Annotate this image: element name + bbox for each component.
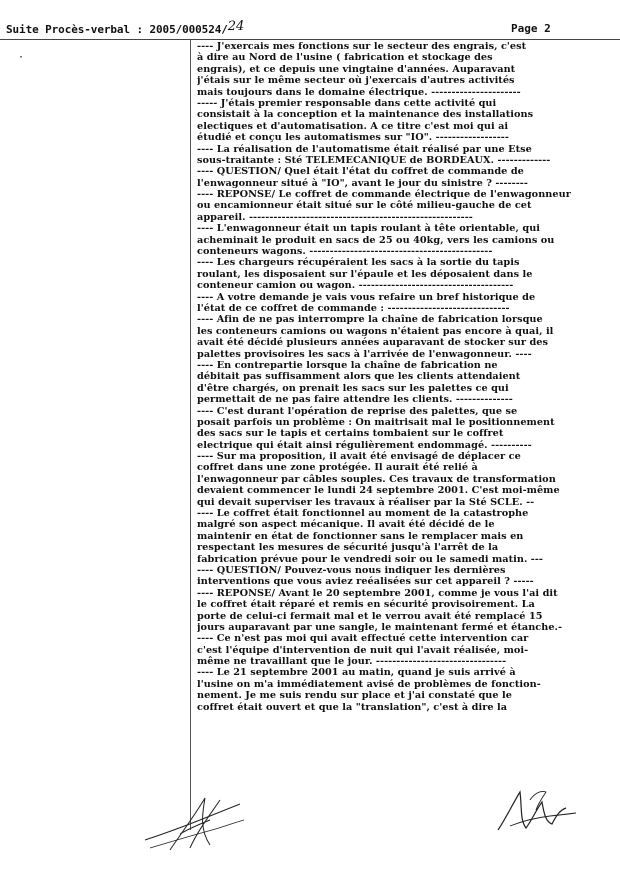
statement-line: nement. Je me suis rendu sur place et j'ai constaté que le [197, 690, 512, 702]
statement-line: respectant les mesures de sécurité jusqu'à l'arrêt de la [197, 542, 499, 554]
statement-line: jours auparavant par une sangle, le maintenant fermé et étanche.- [197, 621, 563, 633]
statement-line: étudié et conçu les automatismes sur "IO". ------------------ [197, 132, 509, 144]
statement-line: d'être chargés, on prenait les sacs sur les palettes ce qui [197, 382, 509, 394]
statement-line: ---- QUESTION/ Quel était l'état du coffret de commande de [197, 166, 524, 178]
statement-line: conteneurs wagons. --------------------------------------------- [197, 246, 493, 258]
statement-line: coffret dans une zone protégée. Il aurait été relié à [197, 462, 478, 474]
page-number-label: Page 2 [511, 22, 551, 35]
statement-line: ---- Les chargeurs récupéraient les sacs à la sortie du tapis [197, 257, 520, 269]
statement-line: ---- Le coffret était fonctionnel au moment de la catastrophe [197, 508, 529, 520]
statement-line: ---- L'enwagonneur était un tapis roulant à tête orientable, qui [197, 223, 541, 235]
statement-line: ---- REPONSE/ Le coffret de commande électrique de l'enwagonneur [197, 189, 571, 201]
header-title-text: Suite Procès-verbal : 2005/000524/ [6, 23, 228, 36]
header-title [6, 19, 245, 37]
statement-line: ---- En contrepartie lorsque la chaîne de fabrication ne [197, 359, 498, 371]
statement-line: permettait de ne pas faire attendre les clients. -------------- [197, 394, 513, 406]
statement-line: qui devait superviser les travaux à réaliser par la Sté SCLE. -- [197, 496, 535, 508]
statement-line: devaient commencer le lundi 24 septembre 2001. C'est moi-même [197, 485, 560, 497]
statement-line: coffret était ouvert et que la "translation", c'est à dire la [197, 701, 508, 713]
statement-line: palettes provisoires les sacs à l'arrivée de l'enwagonneur. ---- [197, 348, 532, 360]
statement-line: débitait pas suffisamment alors que les clients attendaient [197, 371, 521, 383]
signature-left [140, 790, 250, 855]
statement-line: interventions que vous aviez reéalisées sur cet appareil ? ----- [197, 576, 534, 588]
statement-line: c'est l'équipe d'intervention de nuit qui l'avait réalisée, moi- [197, 644, 529, 656]
statement-line: j'étais sur le même secteur où j'exercais d'autres activités [197, 75, 515, 87]
statement-line: les conteneurs camions ou wagons n'étaient pas encore à quai, il [197, 325, 554, 337]
statement-line: ---- REPONSE/ Avant le 20 septembre 2001, comme je vous l'ai dit [197, 587, 558, 599]
statement-line: appareil. ------------------------------------------------------- [197, 211, 473, 223]
statement-line: ---- QUESTION/ Pouvez-vous nous indiquer les dernières [197, 564, 506, 576]
statement-line: maintenir en état de fonctionner sans le remplacer mais en [197, 530, 524, 542]
statement-line: même ne travaillant que le jour. -------------------------------- [197, 656, 507, 668]
signature-right [490, 780, 580, 840]
statement-line: porte de celui-ci fermait mal et le verrou avait été remplacé 15 [197, 610, 543, 622]
statement-line: conteneur camion ou wagon. -------------------------------------- [197, 280, 514, 292]
statement-line: ---- Le 21 septembre 2001 au matin, quand je suis arrivé à [197, 667, 516, 679]
statement-line: sous-traitante : Sté TELEMECANIQUE de BORDEAUX. ------------- [197, 154, 551, 166]
handwritten-page-number: 24 [227, 19, 245, 34]
statement-line: fabrication prévue pour le vendredi soir ou le samedi matin. --- [197, 553, 544, 565]
statement-line: ---- Sur ma proposition, il avait été envisagé de déplacer ce [197, 451, 521, 463]
statement-line: posait parfois un problème : On maitrisait mal le positionnement [197, 416, 555, 428]
statement-line: roulant, les disposaient sur l'épaule et les déposaient dans le [197, 268, 533, 280]
statement-line: le coffret était réparé et remis en sécurité provisoirement. La [197, 599, 535, 611]
statement-line: des sacs sur le tapis et certains tombaient sur le coffret [197, 428, 504, 440]
statement-line: ou encamionneur était situé sur le côté milieu-gauche de cet [197, 200, 532, 212]
statement-line: à dire au Nord de l'usine ( fabrication et stockage des [197, 52, 493, 64]
margin-rule [190, 40, 191, 830]
statement-line: ---- La réalisation de l'automatisme était réalisé par une Etse [197, 143, 532, 155]
statement-line: acheminait le produit en sacs de 25 ou 40kg, vers les camions ou [197, 234, 555, 246]
statement-line: consistait à la conception et la maintenance des installations [197, 109, 534, 121]
statement-line: mais toujours dans le domaine électrique. ---------------------- [197, 86, 521, 98]
header-rule [0, 39, 620, 40]
statement-line: ---- A votre demande je vais vous refaire un bref historique de [197, 291, 536, 303]
page-header [6, 19, 606, 38]
statement-line: l'enwagonneur par câbles souples. Ces travaux de transformation [197, 473, 556, 485]
statement-line: l'usine on m'a immédiatement avisé de problèmes de fonction- [197, 678, 541, 690]
statement-line: electiques et d'automatisation. A ce titre c'est moi qui ai [197, 120, 509, 132]
statement-line: electrique qui était ainsi régulièrement endommagé. ---------- [197, 439, 532, 451]
statement-line: ---- Ce n'est pas moi qui avait effectué cette intervention car [197, 633, 529, 645]
statement-line: l'enwagonneur situé à "IO", avant le jour du sinistre ? -------- [197, 177, 528, 189]
statement-line: ----- J'étais premier responsable dans cette activité qui [197, 97, 497, 109]
statement-line: engrais), et ce depuis une vingtaine d'années. Auparavant [197, 63, 516, 75]
statement-line: ---- C'est durant l'opération de reprise des palettes, que se [197, 405, 518, 417]
statement-line: ---- Afin de ne pas interrompre la chaîne de fabrication lorsque [197, 314, 543, 326]
statement-line: malgré son aspect mécanique. Il avait été décidé de le [197, 519, 495, 531]
statement-line: ---- J'exercais mes fonctions sur le secteur des engrais, c'est [197, 41, 527, 52]
statement-body [197, 41, 603, 713]
statement-line: avait été décidé plusieurs années auparavant de stocker sur des [197, 337, 549, 349]
statement-line: l'état de ce coffret de commande : ------------------------------ [197, 302, 510, 314]
margin-mark: · [18, 52, 25, 63]
